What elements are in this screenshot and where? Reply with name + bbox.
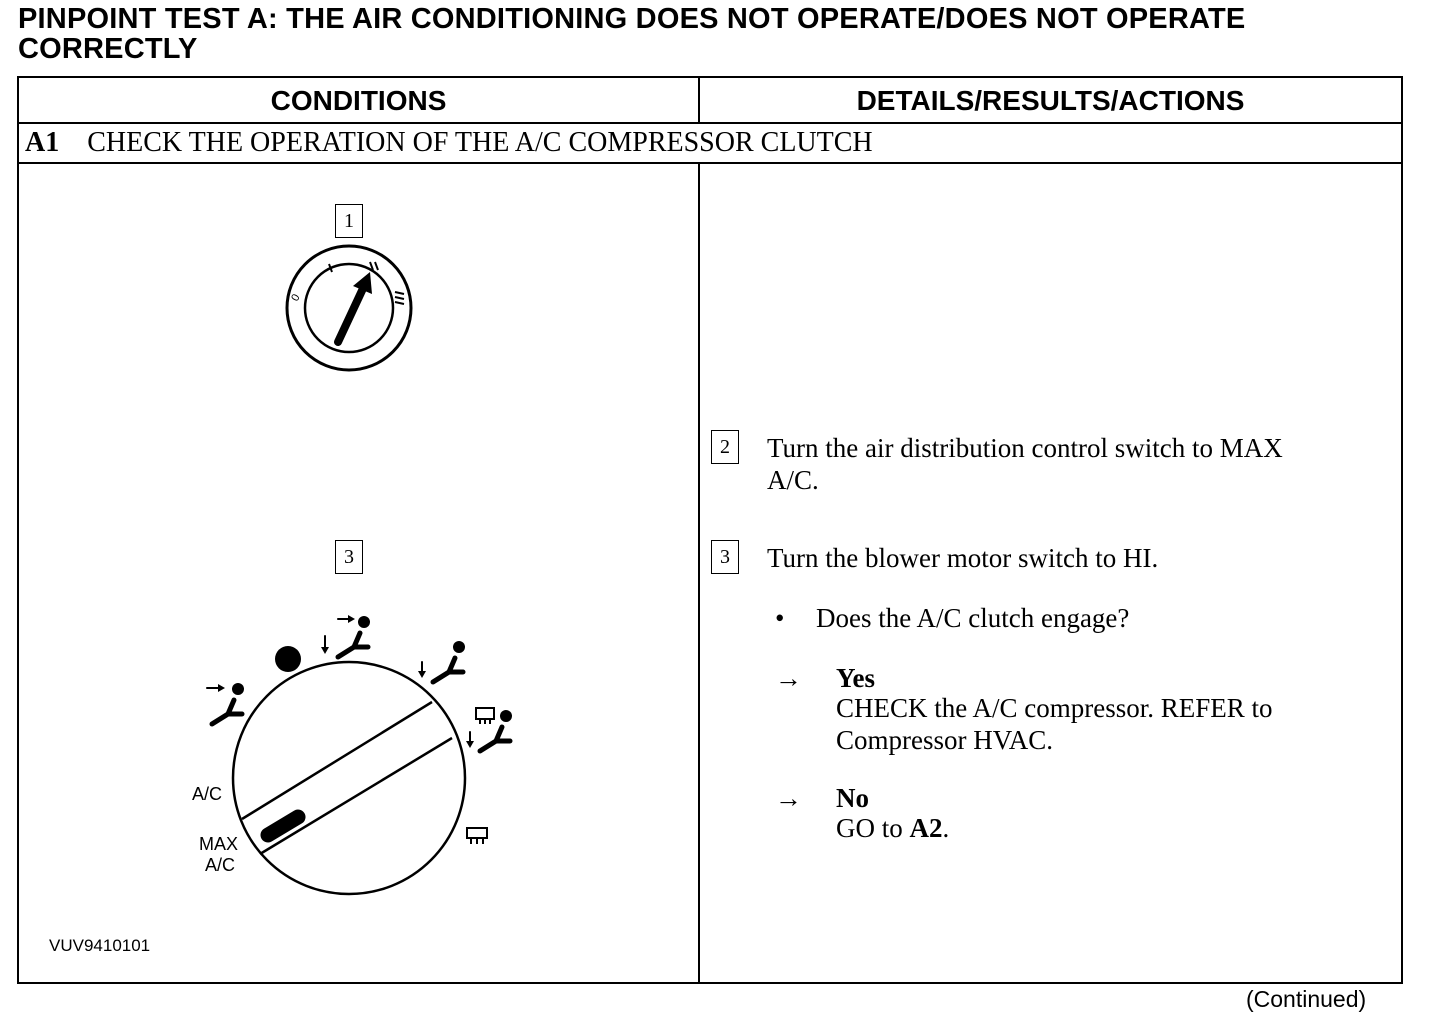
- header-divider: [698, 78, 700, 122]
- step3-text: Turn the blower motor switch to HI.: [767, 543, 1159, 573]
- label-max: MAX: [199, 834, 239, 854]
- figure-id: VUV9410101: [49, 936, 151, 955]
- yes-label: Yes: [836, 663, 875, 693]
- vent-mode-icon: [207, 683, 244, 724]
- bullet: •: [775, 603, 785, 633]
- step-title: CHECK THE OPERATION OF THE A/C COMPRESSOR CLUTCH: [87, 127, 873, 158]
- step-id: A1: [25, 127, 60, 158]
- question: Does the A/C clutch engage?: [816, 603, 1130, 633]
- details-header: DETAILS/RESULTS/ACTIONS: [856, 85, 1245, 116]
- no-arrow: →: [775, 783, 802, 813]
- no-prefix: GO to: [836, 813, 910, 843]
- callout-1: 1: [335, 204, 363, 238]
- pinpoint-table: [17, 76, 1403, 984]
- continued-note: (Continued): [1246, 986, 1367, 1012]
- page-title: PINPOINT TEST A: THE AIR CONDITIONING DOES NOT OPERATE/DOES NOT OPERATE CORRECTLY: [18, 3, 1246, 65]
- yes-arrow: →: [775, 663, 802, 693]
- no-label: No: [836, 783, 869, 813]
- step2-line1: Turn the air distribution control switch to MAX: [767, 433, 1283, 463]
- step2-callout: 2: [711, 430, 739, 464]
- label-max-ac: A/C: [205, 855, 236, 875]
- step3-callout: 3: [711, 540, 739, 574]
- step2-line2: A/C.: [767, 465, 819, 495]
- yes-line2: Compressor HVAC.: [836, 725, 1054, 755]
- no-target-link[interactable]: A2: [909, 813, 943, 843]
- conditions-header: CONDITIONS: [270, 85, 447, 116]
- no-action: [836, 812, 949, 844]
- label-ac: A/C: [192, 784, 223, 804]
- svg-text:0: 0: [289, 292, 303, 304]
- yes-line1: CHECK the A/C compressor. REFER to: [836, 693, 1273, 723]
- column-divider: [698, 162, 700, 982]
- no-suffix: .: [942, 813, 950, 843]
- callout-3: 3: [335, 540, 363, 574]
